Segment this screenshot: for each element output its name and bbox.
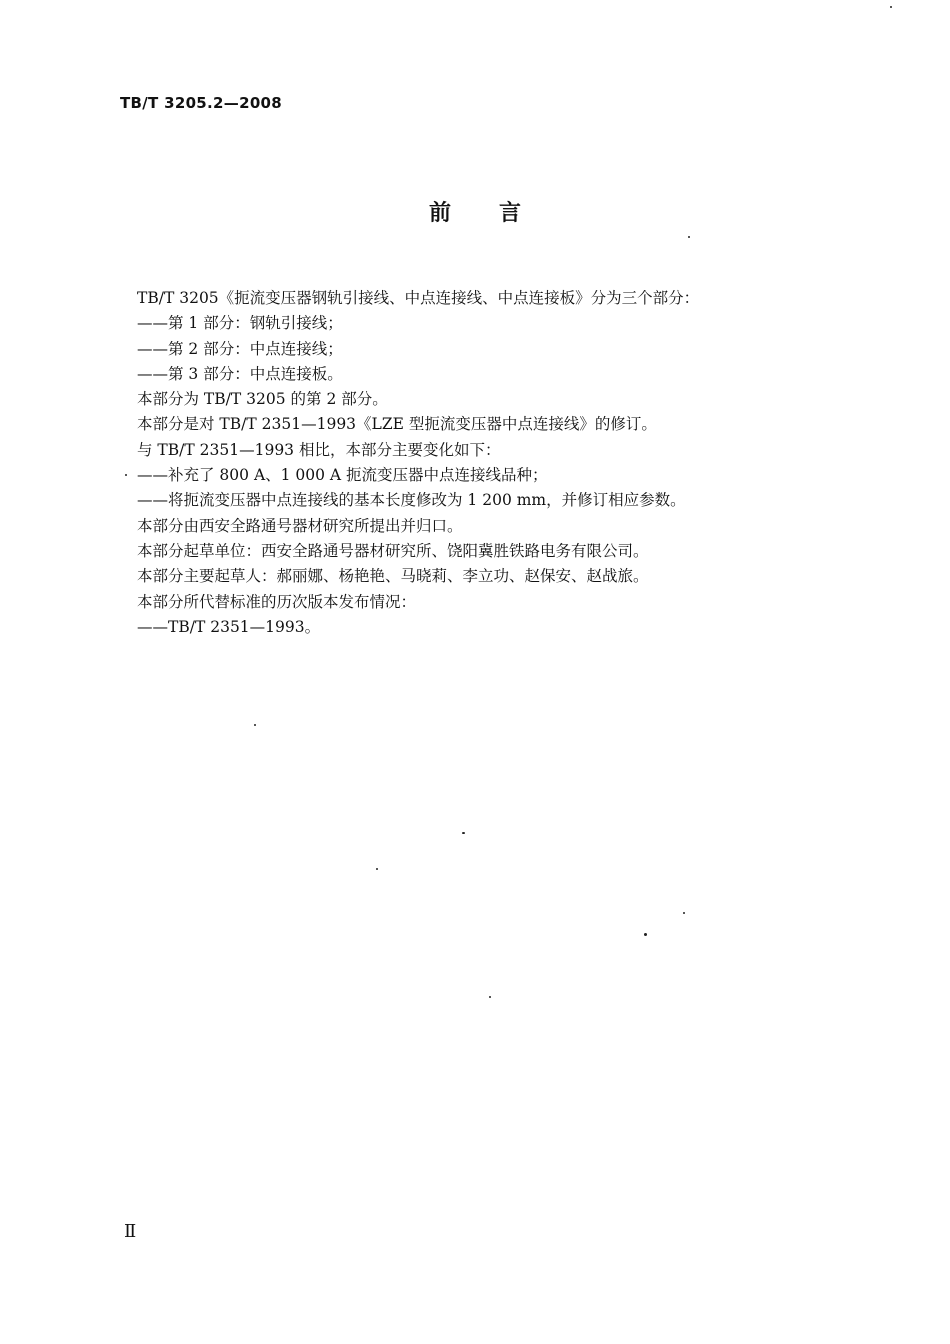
scan-speck (376, 868, 378, 870)
paragraph-line: ——补充了 800 A、1 000 A 扼流变压器中点连接线品种； (137, 466, 548, 485)
paragraph-line: 本部分是对 TB/T 2351—1993《LZE 型扼流变压器中点连接线》的修订。 (137, 415, 657, 434)
page-number: Ⅱ (124, 1221, 137, 1242)
paragraph-line: 本部分由西安全路通号器材研究所提出并归口。 (137, 516, 463, 535)
scan-speck (125, 474, 127, 476)
paragraph-line: 本部分所代替标准的历次版本发布情况： (137, 592, 417, 611)
paragraph-line: ——第 2 部分：中点连接线； (137, 339, 343, 358)
foreword-body (137, 286, 837, 640)
paragraph-line: ——将扼流变压器中点连接线的基本长度修改为 1 200 mm，并修订相应参数。 (137, 491, 686, 510)
paragraph-line: ——TB/T 2351—1993。 (137, 617, 321, 636)
page-title: 前言 (428, 201, 569, 226)
scan-speck (462, 832, 465, 834)
scan-speck (644, 933, 647, 936)
scan-speck (890, 6, 892, 8)
scan-speck (683, 912, 685, 914)
scan-speck (489, 996, 491, 998)
paragraph-line: 与 TB/T 2351—1993 相比，本部分主要变化如下： (137, 440, 501, 459)
paragraph-line: ——第 3 部分：中点连接板。 (137, 364, 343, 383)
paragraph-line: 本部分起草单位：西安全路通号器材研究所、饶阳冀胜铁路电务有限公司。 (137, 541, 649, 560)
standard-number-header: TB/T 3205.2—2008 (120, 94, 283, 112)
scan-speck (254, 724, 256, 726)
paragraph-line: 本部分主要起草人：郝丽娜、杨艳艳、马晓莉、李立功、赵保安、赵战旅。 (137, 567, 649, 586)
paragraph-line: TB/T 3205《扼流变压器钢轨引接线、中点连接线、中点连接板》分为三个部分： (137, 289, 700, 307)
paragraph-line: ——第 1 部分：钢轨引接线； (137, 314, 343, 333)
scan-speck (688, 236, 690, 238)
paragraph-line: 本部分为 TB/T 3205 的第 2 部分。 (137, 390, 388, 409)
